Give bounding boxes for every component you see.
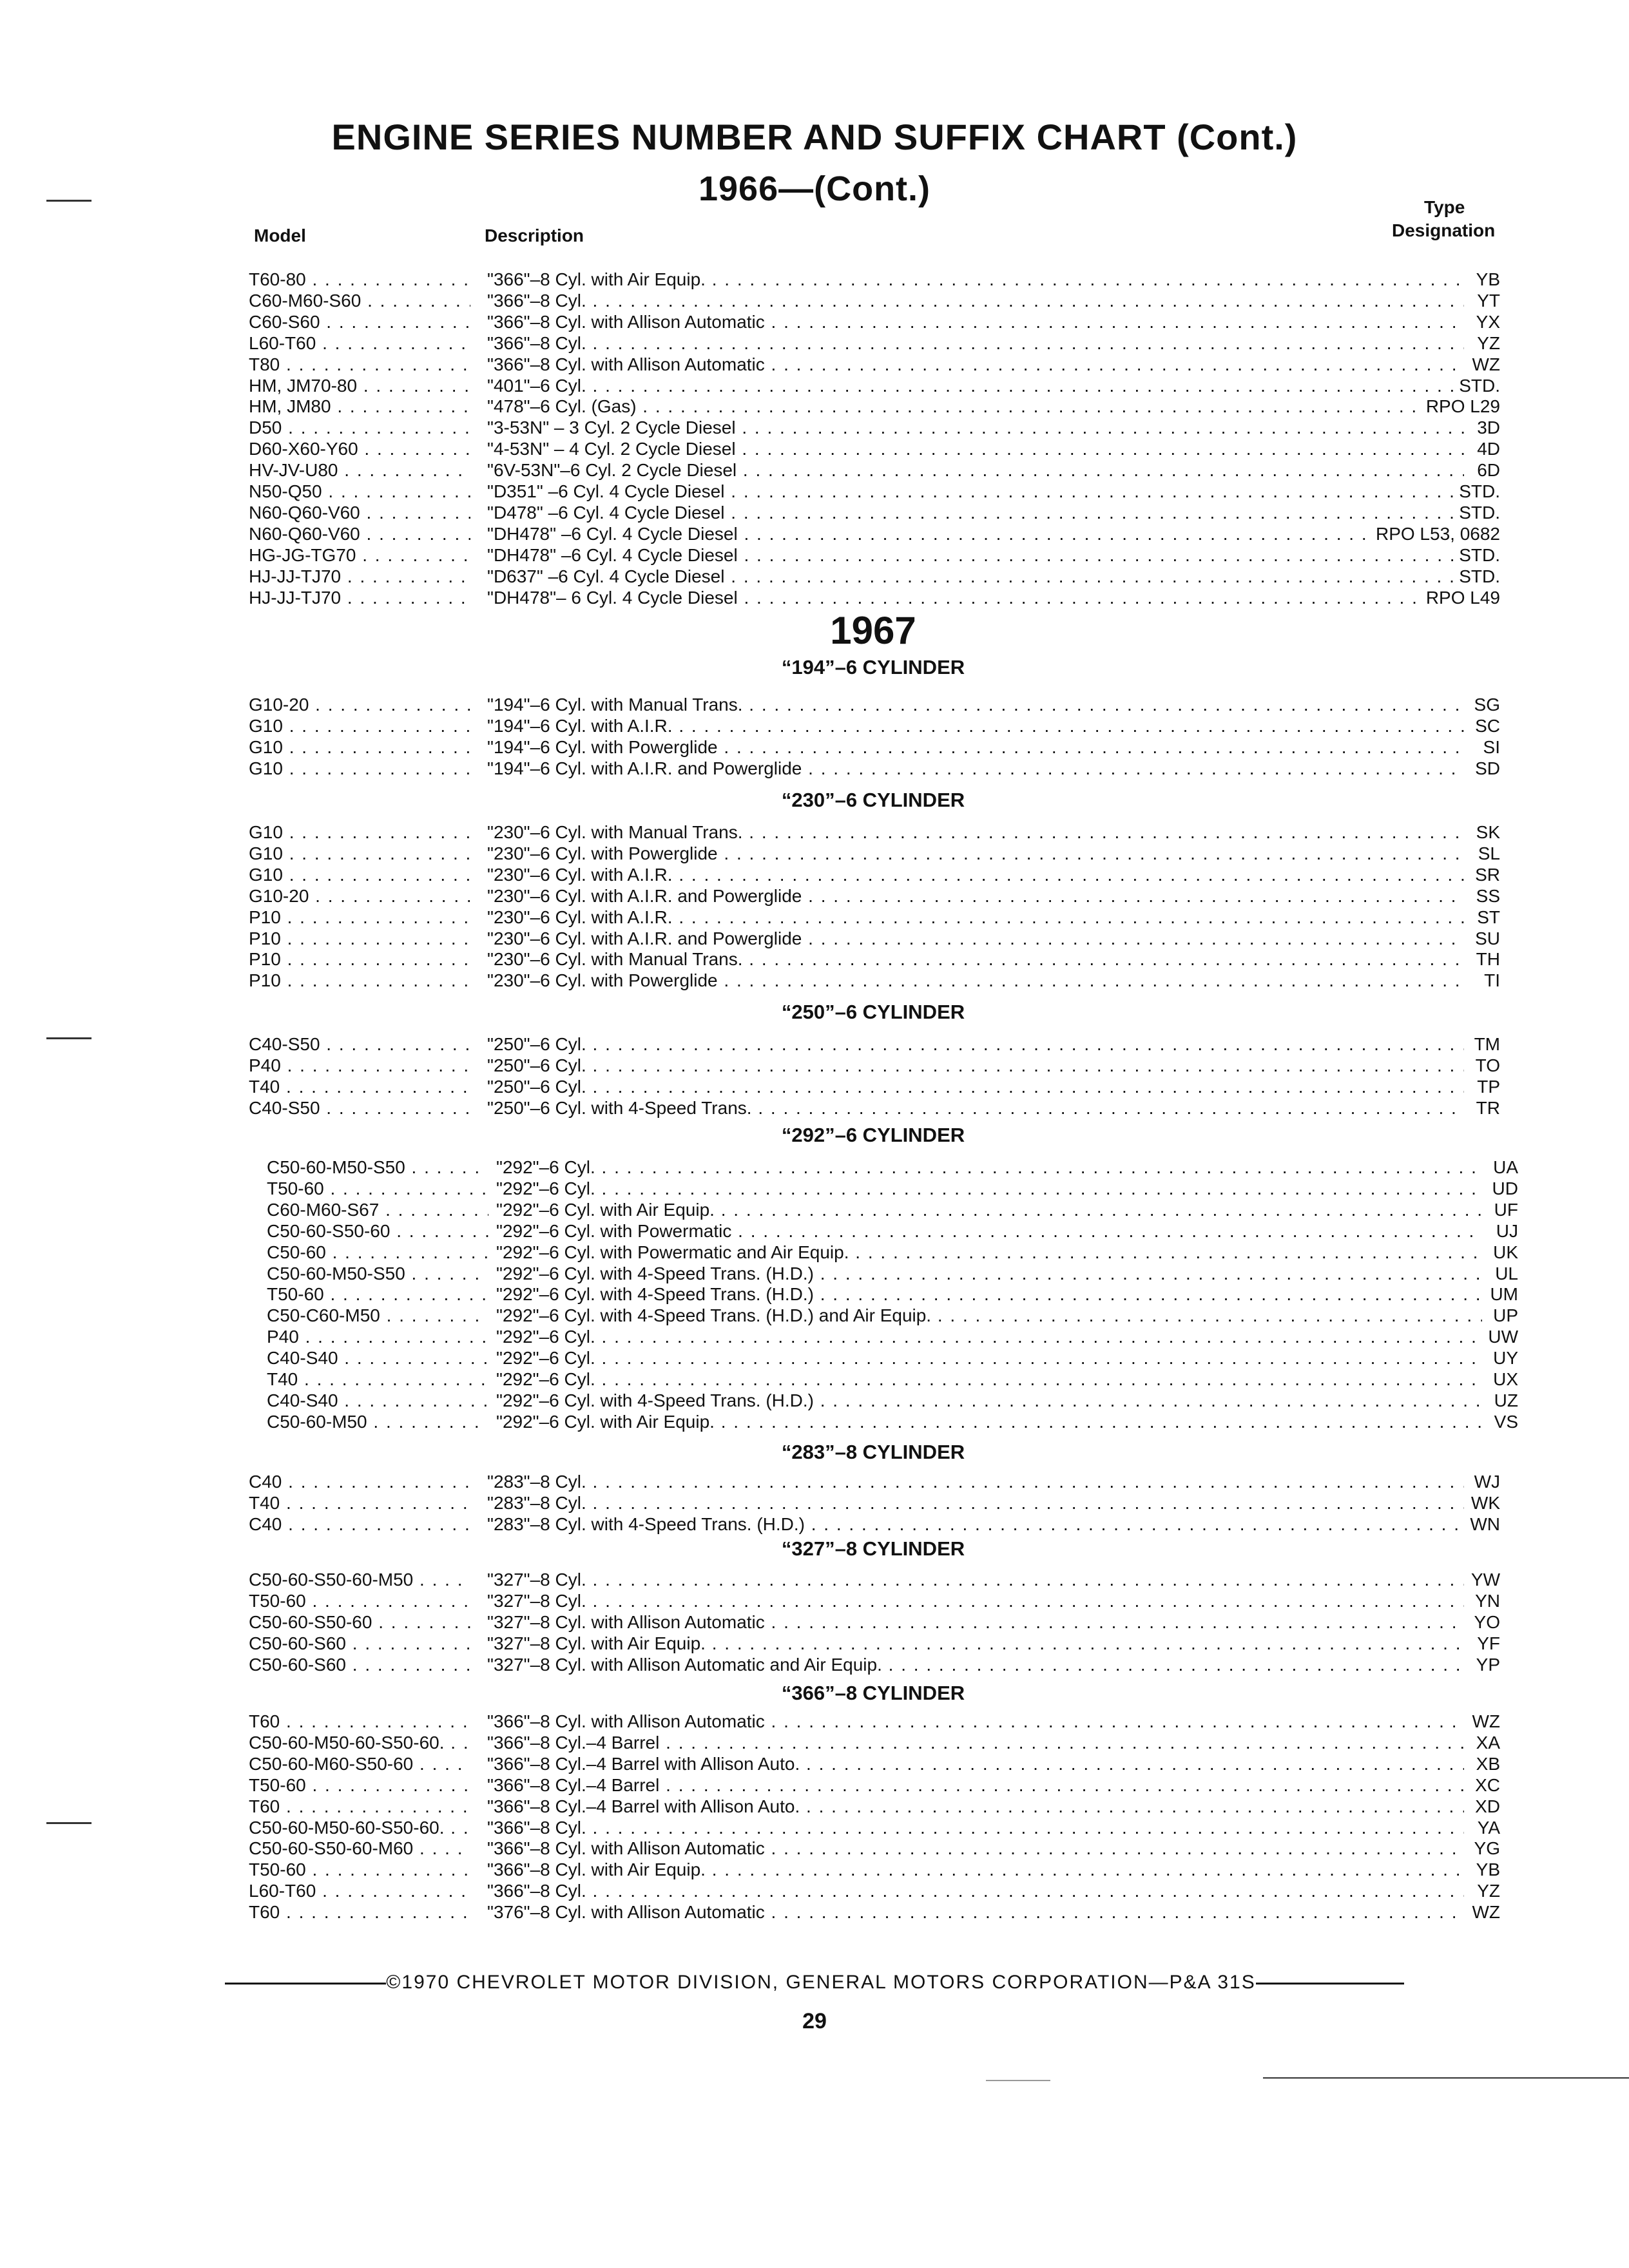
type-designation-cell: SU bbox=[1471, 928, 1500, 949]
type-designation-cell: UL bbox=[1491, 1264, 1518, 1284]
description-cell: "283"–8 Cyl. . . . bbox=[487, 1493, 1464, 1514]
model-cell: D50 . . . bbox=[249, 418, 470, 438]
table-row bbox=[249, 481, 1500, 502]
description-cell: "366"–8 Cyl. with Air Equip. . . . bbox=[487, 269, 1464, 290]
type-designation-cell: UK bbox=[1489, 1242, 1518, 1263]
type-designation-cell: YB bbox=[1472, 1860, 1500, 1880]
table-row bbox=[249, 886, 1500, 907]
type-designation-cell: UJ bbox=[1492, 1221, 1518, 1242]
footer-rule-left bbox=[225, 1983, 386, 1984]
description-cell: "292"–6 Cyl. with Air Equip. . . . bbox=[496, 1200, 1482, 1220]
table-row bbox=[249, 524, 1500, 544]
table-row bbox=[267, 1369, 1518, 1390]
description-cell: "DH478"– 6 Cyl. 4 Cycle Diesel . . . bbox=[487, 588, 1464, 608]
type-designation-cell: XC bbox=[1471, 1775, 1500, 1796]
type-designation-cell: WN bbox=[1466, 1514, 1500, 1535]
type-designation-cell: 3D bbox=[1473, 418, 1500, 438]
model-cell: HJ-JJ-TJ70 . . . bbox=[249, 566, 470, 587]
table-row bbox=[249, 1733, 1500, 1753]
type-designation-cell: YZ bbox=[1473, 333, 1500, 354]
description-cell: "3-53N" – 3 Cyl. 2 Cycle Diesel . . . bbox=[487, 418, 1464, 438]
section-heading: “366”–8 CYLINDER bbox=[781, 1682, 965, 1704]
model-cell: C40-S50 . . . bbox=[249, 1034, 470, 1055]
model-cell: T50-60 . . . bbox=[267, 1284, 488, 1305]
type-designation-cell: TH bbox=[1472, 949, 1500, 970]
table-row bbox=[249, 1591, 1500, 1611]
description-cell: "230"–6 Cyl. with Manual Trans. . . . bbox=[487, 822, 1464, 843]
table-row bbox=[249, 1818, 1500, 1838]
description-cell: "4-53N" – 4 Cyl. 2 Cycle Diesel . . . bbox=[487, 439, 1464, 459]
table-row bbox=[249, 1775, 1500, 1796]
model-cell: T50-60 . . . bbox=[267, 1178, 488, 1199]
table-row bbox=[267, 1157, 1518, 1178]
page-title: ENGINE SERIES NUMBER AND SUFFIX CHART (Cont.) bbox=[331, 117, 1298, 157]
header-description: Description bbox=[485, 226, 584, 245]
scan-edge-line bbox=[1263, 2077, 1629, 2079]
table-row bbox=[249, 1055, 1500, 1076]
type-designation-cell: VS bbox=[1490, 1412, 1518, 1432]
table-row bbox=[249, 1860, 1500, 1880]
table-row bbox=[249, 695, 1500, 715]
section-heading: “283”–8 CYLINDER bbox=[781, 1441, 965, 1463]
table-row bbox=[267, 1242, 1518, 1263]
model-cell: N60-Q60-V60 . . . bbox=[249, 524, 470, 544]
type-designation-cell: YF bbox=[1473, 1633, 1500, 1654]
table-row bbox=[249, 907, 1500, 928]
footer-rule-right bbox=[1256, 1983, 1404, 1984]
type-designation-cell: YW bbox=[1467, 1570, 1500, 1590]
model-cell: HV-JV-U80 . . . bbox=[249, 460, 470, 481]
section-heading: “230”–6 CYLINDER bbox=[781, 789, 965, 811]
type-designation-cell: SD bbox=[1471, 758, 1500, 779]
model-cell: P10 . . . bbox=[249, 928, 470, 949]
type-designation-cell: UF bbox=[1490, 1200, 1518, 1220]
description-cell: "292"–6 Cyl. . . . bbox=[496, 1327, 1482, 1347]
type-designation-cell: UP bbox=[1489, 1305, 1518, 1326]
table-row bbox=[249, 1633, 1500, 1654]
table-row bbox=[249, 291, 1500, 311]
model-cell: G10 . . . bbox=[249, 843, 470, 864]
model-cell: C40 . . . bbox=[249, 1472, 470, 1492]
type-designation-cell: TR bbox=[1472, 1098, 1500, 1119]
type-designation-cell: TM bbox=[1470, 1034, 1500, 1055]
section-heading: “194”–6 CYLINDER bbox=[781, 656, 965, 678]
model-cell: C40-S50 . . . bbox=[249, 1098, 470, 1119]
model-cell: N60-Q60-V60 . . . bbox=[249, 503, 470, 523]
model-cell: P10 . . . bbox=[249, 907, 470, 928]
type-designation-cell: RPO L49 bbox=[1422, 588, 1500, 608]
description-cell: "366"–8 Cyl. with Allison Automatic . . . bbox=[487, 354, 1464, 375]
type-designation-cell: XD bbox=[1471, 1796, 1500, 1817]
type-designation-cell: SI bbox=[1480, 737, 1500, 758]
model-cell: C50-60-S50-60 . . . bbox=[249, 1612, 470, 1633]
table-row bbox=[249, 333, 1500, 354]
description-cell: "194"–6 Cyl. with A.I.R. and Powerglide . . . bbox=[487, 758, 1464, 779]
model-cell: C50-60-S50-60-M50 . . . bbox=[249, 1570, 470, 1590]
table-row bbox=[267, 1200, 1518, 1220]
table-row bbox=[249, 928, 1500, 949]
model-cell: C50-60-S60 . . . bbox=[249, 1633, 470, 1654]
model-cell: T60 . . . bbox=[249, 1902, 470, 1923]
model-cell: C50-60-M50 . . . bbox=[267, 1412, 488, 1432]
description-cell: "230"–6 Cyl. with A.I.R. . . . bbox=[487, 865, 1464, 885]
description-cell: "283"–8 Cyl. . . . bbox=[487, 1472, 1464, 1492]
type-designation-cell: 4D bbox=[1473, 439, 1500, 459]
table-row bbox=[249, 949, 1500, 970]
table-row bbox=[267, 1348, 1518, 1369]
table-row bbox=[249, 1077, 1500, 1097]
model-cell: T40 . . . bbox=[249, 1077, 470, 1097]
description-cell: "327"–8 Cyl. . . . bbox=[487, 1570, 1464, 1590]
model-cell: C50-60-M50-60-S50-60. . . . bbox=[249, 1818, 470, 1838]
model-cell: HM, JM70-80 . . . bbox=[249, 376, 470, 396]
model-cell: T50-60 . . . bbox=[249, 1775, 470, 1796]
type-designation-cell: YG bbox=[1470, 1838, 1500, 1859]
model-cell: P10 . . . bbox=[249, 949, 470, 970]
type-designation-cell: YN bbox=[1471, 1591, 1500, 1611]
model-cell: C60-S60 . . . bbox=[249, 312, 470, 332]
model-cell: C50-60-M60-S50-60 . . . bbox=[249, 1754, 470, 1774]
type-designation-cell: STD. bbox=[1455, 481, 1500, 502]
description-cell: "292"–6 Cyl. with 4-Speed Trans. (H.D.) . . . bbox=[496, 1390, 1482, 1411]
description-cell: "250"–6 Cyl. . . . bbox=[487, 1034, 1464, 1055]
type-designation-cell: WJ bbox=[1470, 1472, 1500, 1492]
model-cell: C50-60-S60 . . . bbox=[249, 1655, 470, 1675]
type-designation-cell: YX bbox=[1472, 312, 1500, 332]
description-cell: "D637" –6 Cyl. 4 Cycle Diesel . . . bbox=[487, 566, 1464, 587]
description-cell: "366"–8 Cyl.–4 Barrel . . . bbox=[487, 1733, 1464, 1753]
description-cell: "366"–8 Cyl. with Allison Automatic . . . bbox=[487, 312, 1464, 332]
model-cell: G10 . . . bbox=[249, 822, 470, 843]
table-row bbox=[267, 1305, 1518, 1326]
table-row bbox=[267, 1284, 1518, 1305]
description-cell: "D478" –6 Cyl. 4 Cycle Diesel . . . bbox=[487, 503, 1464, 523]
type-designation-cell: SL bbox=[1474, 843, 1500, 864]
model-cell: P40 . . . bbox=[267, 1327, 488, 1347]
description-cell: "366"–8 Cyl.–4 Barrel . . . bbox=[487, 1775, 1464, 1796]
section-heading: “292”–6 CYLINDER bbox=[781, 1124, 965, 1146]
model-cell: L60-T60 . . . bbox=[249, 1881, 470, 1901]
model-cell: HG-JG-TG70 . . . bbox=[249, 545, 470, 566]
description-cell: "194"–6 Cyl. with Powerglide . . . bbox=[487, 737, 1464, 758]
description-cell: "283"–8 Cyl. with 4-Speed Trans. (H.D.) . . . bbox=[487, 1514, 1464, 1535]
type-designation-cell: SS bbox=[1472, 886, 1500, 907]
description-cell: "292"–6 Cyl. with Powermatic . . . bbox=[496, 1221, 1482, 1242]
model-cell: C50-60-S50-60 . . . bbox=[267, 1221, 488, 1242]
table-row bbox=[249, 460, 1500, 481]
table-row bbox=[249, 843, 1500, 864]
margin-mark bbox=[46, 200, 92, 202]
header-type-line2: Designation bbox=[1392, 220, 1496, 240]
table-row bbox=[249, 588, 1500, 608]
description-cell: "250"–6 Cyl. with 4-Speed Trans. . . . bbox=[487, 1098, 1464, 1119]
model-cell: G10 . . . bbox=[249, 737, 470, 758]
model-cell: P40 . . . bbox=[249, 1055, 470, 1076]
section-heading: “327”–8 CYLINDER bbox=[781, 1537, 965, 1560]
table-row bbox=[249, 396, 1500, 417]
table-row bbox=[249, 1655, 1500, 1675]
description-cell: "250"–6 Cyl. . . . bbox=[487, 1055, 1464, 1076]
type-designation-cell: UA bbox=[1489, 1157, 1518, 1178]
model-cell: G10-20 . . . bbox=[249, 695, 470, 715]
type-designation-cell: SK bbox=[1472, 822, 1500, 843]
table-row bbox=[249, 269, 1500, 290]
type-designation-cell: XB bbox=[1472, 1754, 1500, 1774]
table-row bbox=[267, 1221, 1518, 1242]
type-designation-cell: STD. bbox=[1455, 566, 1500, 587]
table-row bbox=[249, 1838, 1500, 1859]
type-designation-cell: YZ bbox=[1473, 1881, 1500, 1901]
description-cell: "230"–6 Cyl. with Manual Trans. . . . bbox=[487, 949, 1464, 970]
section-heading: “250”–6 CYLINDER bbox=[781, 1001, 965, 1023]
model-cell: C50-60-M50-S50 . . . bbox=[267, 1264, 488, 1284]
model-cell: C50-C60-M50 . . . bbox=[267, 1305, 488, 1326]
table-row bbox=[249, 822, 1500, 843]
scan-edge-line bbox=[986, 2080, 1050, 2081]
description-cell: "366"–8 Cyl.–4 Barrel with Allison Auto. . . . bbox=[487, 1796, 1464, 1817]
description-cell: "327"–8 Cyl. with Air Equip. . . . bbox=[487, 1633, 1464, 1654]
description-cell: "292"–6 Cyl. with 4-Speed Trans. (H.D.) and Air Equip. . . . bbox=[496, 1305, 1482, 1326]
table-row bbox=[249, 545, 1500, 566]
type-designation-cell: WZ bbox=[1468, 1711, 1500, 1732]
type-designation-cell: YP bbox=[1472, 1655, 1500, 1675]
description-cell: "230"–6 Cyl. with A.I.R. and Powerglide . . . bbox=[487, 928, 1464, 949]
type-designation-cell: TO bbox=[1472, 1055, 1500, 1076]
description-cell: "DH478" –6 Cyl. 4 Cycle Diesel . . . bbox=[487, 545, 1464, 566]
description-cell: "292"–6 Cyl. with Powermatic and Air Equip. . . . bbox=[496, 1242, 1482, 1263]
type-designation-cell: WK bbox=[1467, 1493, 1500, 1514]
table-row bbox=[249, 376, 1500, 396]
description-cell: "366"–8 Cyl. . . . bbox=[487, 1818, 1464, 1838]
description-cell: "6V-53N"–6 Cyl. 2 Cycle Diesel . . . bbox=[487, 460, 1464, 481]
table-row bbox=[249, 1754, 1500, 1774]
type-designation-cell: UZ bbox=[1490, 1390, 1518, 1411]
model-cell: T80 . . . bbox=[249, 354, 470, 375]
table-row bbox=[249, 1902, 1500, 1923]
table-row bbox=[249, 865, 1500, 885]
description-cell: "327"–8 Cyl. with Allison Automatic . . . bbox=[487, 1612, 1464, 1633]
description-cell: "292"–6 Cyl. . . . bbox=[496, 1178, 1482, 1199]
table-row bbox=[249, 566, 1500, 587]
model-cell: T40 . . . bbox=[249, 1493, 470, 1514]
table-row bbox=[267, 1390, 1518, 1411]
description-cell: "292"–6 Cyl. . . . bbox=[496, 1369, 1482, 1390]
table-row bbox=[249, 737, 1500, 758]
table-row bbox=[249, 418, 1500, 438]
table-row bbox=[267, 1264, 1518, 1284]
model-cell: C60-M60-S67 . . . bbox=[267, 1200, 488, 1220]
model-cell: C60-M60-S60 . . . bbox=[249, 291, 470, 311]
page-subtitle: 1966—(Cont.) bbox=[698, 169, 931, 208]
model-cell: C50-60-S50-60-M60 . . . bbox=[249, 1838, 470, 1859]
type-designation-cell: YT bbox=[1473, 291, 1500, 311]
model-cell: G10 . . . bbox=[249, 865, 470, 885]
model-cell: T40 . . . bbox=[267, 1369, 488, 1390]
description-cell: "194"–6 Cyl. with A.I.R. . . . bbox=[487, 716, 1464, 736]
table-row bbox=[249, 1612, 1500, 1633]
description-cell: "366"–8 Cyl. . . . bbox=[487, 333, 1464, 354]
table-row bbox=[249, 439, 1500, 459]
type-designation-cell: RPO L53, 0682 bbox=[1372, 524, 1500, 544]
table-row bbox=[249, 970, 1500, 991]
model-cell: HJ-JJ-TJ70 . . . bbox=[249, 588, 470, 608]
table-row bbox=[249, 1711, 1500, 1732]
model-cell: G10 . . . bbox=[249, 758, 470, 779]
description-cell: "292"–6 Cyl. . . . bbox=[496, 1348, 1482, 1369]
model-cell: T50-60 . . . bbox=[249, 1860, 470, 1880]
description-cell: "D351" –6 Cyl. 4 Cycle Diesel . . . bbox=[487, 481, 1464, 502]
description-cell: "292"–6 Cyl. with 4-Speed Trans. (H.D.) . . . bbox=[496, 1264, 1482, 1284]
type-designation-cell: STD. bbox=[1455, 503, 1500, 523]
table-row bbox=[249, 1796, 1500, 1817]
description-cell: "401"–6 Cyl. . . . bbox=[487, 376, 1464, 396]
type-designation-cell: STD. bbox=[1455, 376, 1500, 396]
model-cell: G10-20 . . . bbox=[249, 886, 470, 907]
model-cell: C50-60-M50-S50 . . . bbox=[267, 1157, 488, 1178]
type-designation-cell: UY bbox=[1489, 1348, 1518, 1369]
description-cell: "366"–8 Cyl. with Allison Automatic . . . bbox=[487, 1711, 1464, 1732]
model-cell: T60 . . . bbox=[249, 1796, 470, 1817]
type-designation-cell: SR bbox=[1471, 865, 1500, 885]
model-cell: L60-T60 . . . bbox=[249, 333, 470, 354]
type-designation-cell: TP bbox=[1473, 1077, 1500, 1097]
model-cell: D60-X60-Y60 . . . bbox=[249, 439, 470, 459]
page-number: 29 bbox=[802, 2009, 827, 2033]
year-heading: 1967 bbox=[830, 609, 916, 652]
table-row bbox=[249, 354, 1500, 375]
footer-copyright: ©1970 CHEVROLET MOTOR DIVISION, GENERAL MOTORS CORPORATION—P&A 31S bbox=[386, 1972, 1256, 1993]
table-row bbox=[267, 1412, 1518, 1432]
table-row bbox=[249, 1098, 1500, 1119]
model-cell: N50-Q50 . . . bbox=[249, 481, 470, 502]
description-cell: "230"–6 Cyl. with Powerglide . . . bbox=[487, 970, 1464, 991]
description-cell: "478"–6 Cyl. (Gas) . . . bbox=[487, 396, 1464, 417]
table-row bbox=[249, 503, 1500, 523]
margin-mark bbox=[46, 1822, 92, 1824]
table-row bbox=[249, 1570, 1500, 1590]
type-designation-cell: TI bbox=[1480, 970, 1500, 991]
model-cell: C40-S40 . . . bbox=[267, 1348, 488, 1369]
description-cell: "366"–8 Cyl.–4 Barrel with Allison Auto. . . . bbox=[487, 1754, 1464, 1774]
type-designation-cell: SG bbox=[1470, 695, 1500, 715]
model-cell: P10 . . . bbox=[249, 970, 470, 991]
description-cell: "376"–8 Cyl. with Allison Automatic . . . bbox=[487, 1902, 1464, 1923]
description-cell: "292"–6 Cyl. with 4-Speed Trans. (H.D.) . . . bbox=[496, 1284, 1482, 1305]
type-designation-cell: UM bbox=[1486, 1284, 1518, 1305]
type-designation-cell: 6D bbox=[1473, 460, 1500, 481]
type-designation-cell: WZ bbox=[1468, 1902, 1500, 1923]
model-cell: T60-80 . . . bbox=[249, 269, 470, 290]
model-cell: HM, JM80 . . . bbox=[249, 396, 470, 417]
table-row bbox=[249, 1514, 1500, 1535]
model-cell: C40 . . . bbox=[249, 1514, 470, 1535]
table-row bbox=[249, 716, 1500, 736]
model-cell: C40-S40 . . . bbox=[267, 1390, 488, 1411]
type-designation-cell: YA bbox=[1474, 1818, 1500, 1838]
description-cell: "292"–6 Cyl. . . . bbox=[496, 1157, 1482, 1178]
model-cell: C50-60-M50-60-S50-60. . . . bbox=[249, 1733, 470, 1753]
type-designation-cell: XA bbox=[1472, 1733, 1500, 1753]
table-row bbox=[267, 1178, 1518, 1199]
model-cell: T60 . . . bbox=[249, 1711, 470, 1732]
type-designation-cell: YB bbox=[1472, 269, 1500, 290]
table-row bbox=[249, 1472, 1500, 1492]
type-designation-cell: UD bbox=[1489, 1178, 1518, 1199]
header-model: Model bbox=[254, 226, 306, 245]
table-row bbox=[249, 1493, 1500, 1514]
description-cell: "327"–8 Cyl. with Allison Automatic and Air Equip. . . . bbox=[487, 1655, 1464, 1675]
model-cell: T50-60 . . . bbox=[249, 1591, 470, 1611]
description-cell: "230"–6 Cyl. with A.I.R. and Powerglide . . . bbox=[487, 886, 1464, 907]
type-designation-cell: UW bbox=[1484, 1327, 1518, 1347]
description-cell: "366"–8 Cyl. with Allison Automatic . . . bbox=[487, 1838, 1464, 1859]
table-row bbox=[249, 1881, 1500, 1901]
type-designation-cell: UX bbox=[1489, 1369, 1518, 1390]
footer bbox=[0, 1972, 1629, 1994]
model-cell: G10 . . . bbox=[249, 716, 470, 736]
description-cell: "292"–6 Cyl. with Air Equip. . . . bbox=[496, 1412, 1482, 1432]
table-row bbox=[249, 312, 1500, 332]
type-designation-cell: SC bbox=[1471, 716, 1500, 736]
model-cell: C50-60 . . . bbox=[267, 1242, 488, 1263]
description-cell: "250"–6 Cyl. . . . bbox=[487, 1077, 1464, 1097]
table-row bbox=[267, 1327, 1518, 1347]
description-cell: "230"–6 Cyl. with Powerglide . . . bbox=[487, 843, 1464, 864]
description-cell: "DH478" –6 Cyl. 4 Cycle Diesel . . . bbox=[487, 524, 1464, 544]
type-designation-cell: YO bbox=[1470, 1612, 1500, 1633]
type-designation-cell: WZ bbox=[1468, 354, 1500, 375]
margin-mark bbox=[46, 1037, 92, 1039]
type-designation-cell: ST bbox=[1473, 907, 1500, 928]
type-designation-cell: RPO L29 bbox=[1422, 396, 1500, 417]
type-designation-cell: STD. bbox=[1455, 545, 1500, 566]
description-cell: "366"–8 Cyl. with Air Equip. . . . bbox=[487, 1860, 1464, 1880]
description-cell: "230"–6 Cyl. with A.I.R. . . . bbox=[487, 907, 1464, 928]
description-cell: "366"–8 Cyl. . . . bbox=[487, 1881, 1464, 1901]
description-cell: "327"–8 Cyl. . . . bbox=[487, 1591, 1464, 1611]
description-cell: "366"–8 Cyl. . . . bbox=[487, 291, 1464, 311]
description-cell: "194"–6 Cyl. with Manual Trans. . . . bbox=[487, 695, 1464, 715]
table-row bbox=[249, 1034, 1500, 1055]
table-row bbox=[249, 758, 1500, 779]
header-type-line1: Type bbox=[1424, 197, 1465, 217]
